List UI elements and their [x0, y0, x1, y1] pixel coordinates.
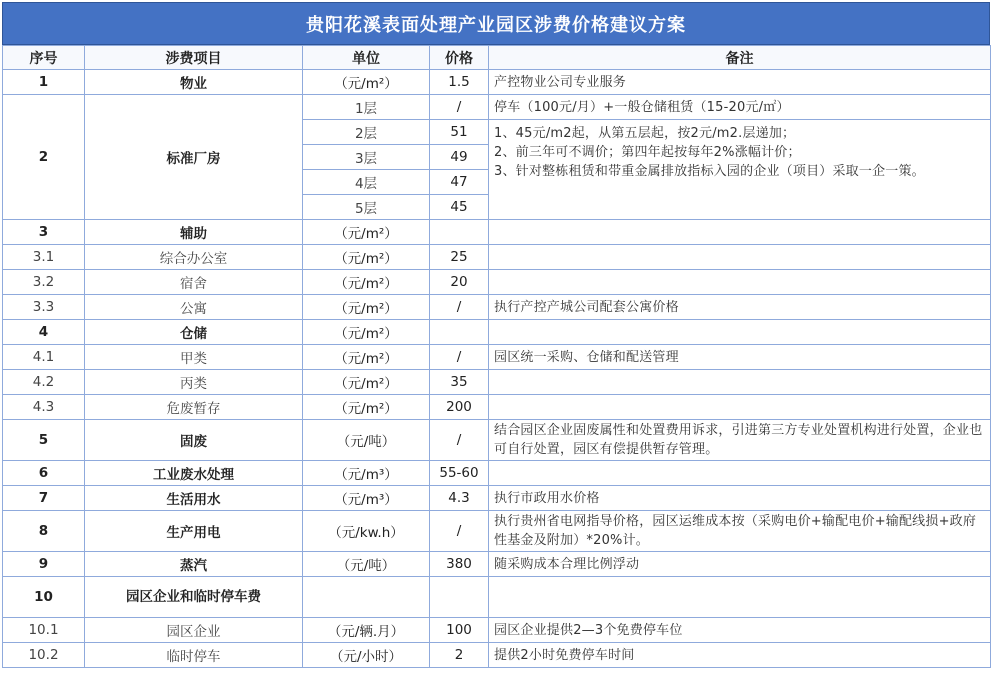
row-unit: （元/m²） [303, 370, 430, 395]
row-unit: （元/m²） [303, 295, 430, 320]
row-note [489, 220, 991, 245]
row-no: 10.1 [3, 618, 85, 643]
row-item: 仓储 [85, 320, 303, 345]
header-price: 价格 [430, 46, 489, 70]
row-item: 公寓 [85, 295, 303, 320]
row-no: 3.1 [3, 245, 85, 270]
row-price: 380 [430, 552, 489, 577]
row-no: 8 [3, 511, 85, 552]
document-title: 贵阳花溪表面处理产业园区涉费价格建议方案 [2, 2, 990, 45]
row-price: 25 [430, 245, 489, 270]
row-note: 园区统一采购、仓储和配送管理 [489, 345, 991, 370]
row-item: 宿舍 [85, 270, 303, 295]
row-no: 3.3 [3, 295, 85, 320]
row-no: 10.2 [3, 643, 85, 668]
row-item: 甲类 [85, 345, 303, 370]
row-price: 2 [430, 643, 489, 668]
row-unit: （元/吨） [303, 552, 430, 577]
table-row [3, 511, 991, 552]
row-note: 园区企业提供2—3个免费停车位 [489, 618, 991, 643]
table-row [3, 461, 991, 486]
table-row [3, 220, 991, 245]
row-no: 10 [3, 577, 85, 618]
row-note: 执行产控产城公司配套公寓价格 [489, 295, 991, 320]
table-row [3, 270, 991, 295]
row-unit: （元/m²） [303, 270, 430, 295]
row-price: 55-60 [430, 461, 489, 486]
table-row [3, 420, 991, 461]
table-row [3, 643, 991, 668]
row-unit: （元/kw.h） [303, 511, 430, 552]
row-item: 物业 [85, 70, 303, 95]
row-item: 综合办公室 [85, 245, 303, 270]
row-no: 3 [3, 220, 85, 245]
table-row [3, 486, 991, 511]
factory-note-block [489, 120, 991, 220]
row-note [489, 577, 991, 618]
row-item: 生产用电 [85, 511, 303, 552]
row-unit: （元/小时） [303, 643, 430, 668]
row-price: 200 [430, 395, 489, 420]
table-row [3, 618, 991, 643]
row-no: 5 [3, 420, 85, 461]
row-no: 4.2 [3, 370, 85, 395]
row-note [489, 320, 991, 345]
row-item: 辅助 [85, 220, 303, 245]
row-note: 结合园区企业固废属性和处置费用诉求，引进第三方专业处置机构进行处置，企业也可自行处置，园区有偿提供暂存管理。 [489, 420, 991, 461]
table-row [3, 370, 991, 395]
row-unit: （元/m²） [303, 245, 430, 270]
row-unit: （元/m²） [303, 220, 430, 245]
row-note: 提供2小时免费停车时间 [489, 643, 991, 668]
factory-note-line: 1、45元/m2起，从第五层起，按2元/m2.层递加； [494, 126, 796, 141]
row-item: 标准厂房 [85, 95, 303, 220]
floor-unit: 3层 [303, 145, 430, 170]
row-no: 3.2 [3, 270, 85, 295]
row-unit [303, 577, 430, 618]
row-price: / [430, 345, 489, 370]
row-item: 蒸汽 [85, 552, 303, 577]
table-row [3, 395, 991, 420]
row-item: 固废 [85, 420, 303, 461]
price-table-document [2, 2, 990, 668]
table-row [3, 320, 991, 345]
row-no: 4.3 [3, 395, 85, 420]
floor-unit: 2层 [303, 120, 430, 145]
header-unit: 单位 [303, 46, 430, 70]
price-table [2, 45, 991, 668]
row-note [489, 270, 991, 295]
row-price [430, 320, 489, 345]
table-row [3, 345, 991, 370]
row-no: 2 [3, 95, 85, 220]
row-no: 9 [3, 552, 85, 577]
row-note: 产控物业公司专业服务 [489, 70, 991, 95]
row-price: 4.3 [430, 486, 489, 511]
header-no: 序号 [3, 46, 85, 70]
row-price: 20 [430, 270, 489, 295]
table-row [3, 245, 991, 270]
row-no: 1 [3, 70, 85, 95]
factory-note-line: 2、前三年可不调价；第四年起按每年2%涨幅计价； [494, 145, 801, 160]
table-row [3, 577, 991, 618]
row-no: 4.1 [3, 345, 85, 370]
row-item: 危废暂存 [85, 395, 303, 420]
factory-note-line: 3、针对整栋租赁和带重金属排放指标入园的企业（项目）采取一企一策。 [494, 164, 925, 179]
row-note [489, 395, 991, 420]
row-unit: （元/m²） [303, 345, 430, 370]
floor-price: 45 [430, 195, 489, 220]
row-note [489, 245, 991, 270]
floor-unit: 1层 [303, 95, 430, 120]
row-item: 生活用水 [85, 486, 303, 511]
row-item: 工业废水处理 [85, 461, 303, 486]
row-no: 7 [3, 486, 85, 511]
floor-unit: 5层 [303, 195, 430, 220]
row-note [489, 370, 991, 395]
header-item: 涉费项目 [85, 46, 303, 70]
table-row [3, 552, 991, 577]
row-unit: （元/m³） [303, 486, 430, 511]
row-unit: （元/m²） [303, 70, 430, 95]
row-note: 停车（100元/月）+一般仓储租赁（15-20元/㎡） [489, 95, 991, 120]
row-item: 园区企业和临时停车费 [85, 577, 303, 618]
table-row [3, 95, 991, 120]
floor-unit: 4层 [303, 170, 430, 195]
row-note: 执行市政用水价格 [489, 486, 991, 511]
row-price [430, 577, 489, 618]
floor-price: 47 [430, 170, 489, 195]
row-item: 园区企业 [85, 618, 303, 643]
floor-price: 49 [430, 145, 489, 170]
row-item: 临时停车 [85, 643, 303, 668]
row-note [489, 461, 991, 486]
row-unit: （元/m²） [303, 320, 430, 345]
table-row [3, 70, 991, 95]
row-price: 100 [430, 618, 489, 643]
row-item: 丙类 [85, 370, 303, 395]
table-header-row [3, 46, 991, 70]
row-price [430, 220, 489, 245]
row-price: / [430, 295, 489, 320]
row-unit: （元/m²） [303, 395, 430, 420]
header-note: 备注 [489, 46, 991, 70]
row-note: 执行贵州省电网指导价格，园区运维成本按（采购电价+输配电价+输配线损+政府性基金及附加）*20%计。 [489, 511, 991, 552]
table-row [3, 295, 991, 320]
row-price: / [430, 420, 489, 461]
floor-price: 51 [430, 120, 489, 145]
floor-price: / [430, 95, 489, 120]
row-price: / [430, 511, 489, 552]
row-note: 随采购成本合理比例浮动 [489, 552, 991, 577]
row-unit: （元/辆.月） [303, 618, 430, 643]
row-price: 35 [430, 370, 489, 395]
row-no: 6 [3, 461, 85, 486]
row-unit: （元/m³） [303, 461, 430, 486]
row-unit: （元/吨） [303, 420, 430, 461]
row-no: 4 [3, 320, 85, 345]
row-price: 1.5 [430, 70, 489, 95]
